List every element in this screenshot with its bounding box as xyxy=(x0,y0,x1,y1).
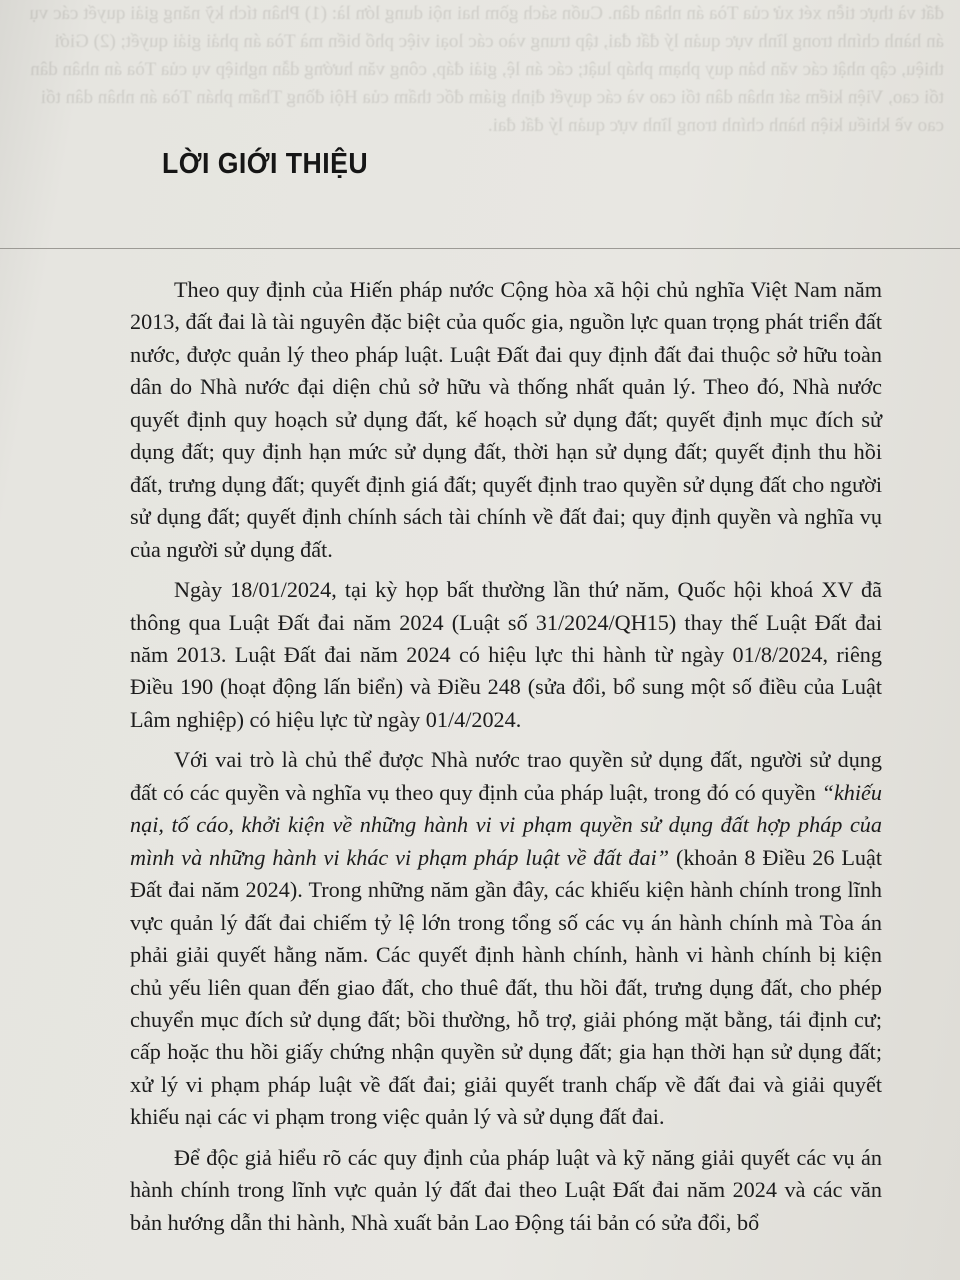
bleed-through-text: đất và thực tiễn xét xử của Tòa án nhân dân. Cuốn sách gồm hai nội dung lớn là: (1) Phân tích kỹ năng giải quyết các vụ án hành chính trong lĩnh vực quản lý đất đai, tập trung vào các loại việc phổ biến mà Tòa án phải giải quyết; (2) Giới thiệu, cập nhật các văn bản quy phạm pháp luật; các án lệ, giải đáp, công văn hướng dẫn nghiệp vụ của Tòa án nhân dân tối cao, Viện kiểm sát nhân dân tối cao và các quyết định giám đốc thẩm của Hội đồng Thẩm phán Tòa án nhân dân tối cao về khiếu kiện hành chính trong lĩnh vực quản lý đất đai. xyxy=(29,3,944,136)
paragraph-3 xyxy=(130,744,882,1133)
legal-quote: “khiếu nại, tố cáo, khởi kiện về những hành vi vi phạm quyền sử dụng đất hợp pháp của mình và những hành vi khác vi phạm pháp luật về đất đai” xyxy=(130,779,882,870)
heading-divider xyxy=(0,248,960,249)
paragraph-1: Theo quy định của Hiến pháp nước Cộng hòa xã hội chủ nghĩa Việt Nam năm 2013, đất đai là tài nguyên đặc biệt của quốc gia, nguồn lực quan trọng phát triển đất nước, được quản lý theo pháp luật. Luật Đất đai quy định đất đai thuộc sở hữu toàn dân do Nhà nước đại diện chủ sở hữu và thống nhất quản lý. Theo đó, Nhà nước quyết định quy hoạch sử dụng đất, kế hoạch sử dụng đất; quyết định mục đích sử dụng đất; quy định hạn mức sử dụng đất, thời hạn sử dụng đất; quyết định thu hồi đất, trưng dụng đất; quyết định giá đất; quyết định trao quyền sử dụng đất cho người sử dụng đất; quyết định chính sách tài chính về đất đai; quy định quyền và nghĩa vụ của người sử dụng đất. xyxy=(130,277,883,562)
body-text xyxy=(130,274,882,1247)
paragraph-3-rest: (khoản 8 Điều 26 Luật Đất đai năm 2024). Trong những năm gần đây, các khiếu kiện hành chính trong lĩnh vực quản lý đất đai chiếm tỷ lệ lớn trong tổng số các vụ án hành chính mà Tòa án phải giải quyết hằng năm. Các quyết định hành chính, hành vi hành chính bị kiện chủ yếu liên quan đến giao đất, cho thuê đất, thu hồi đất, trưng dụng đất, cho phép chuyển mục đích sử dụng đất; bồi thường, hỗ trợ, giải phóng mặt bằng, tái định cư; cấp hoặc thu hồi giấy chứng nhận quyền sử dụng đất; gia hạn thời hạn sử dụng đất; xử lý vi phạm pháp luật về đất đai; giải quyết tranh chấp về đất đai và giải quyết khiếu nại các vi phạm trong việc quản lý và sử dụng đất đai. xyxy=(130,844,882,1130)
paragraph-2: Ngày 18/01/2024, tại kỳ họp bất thường lần thứ năm, Quốc hội khoá XV đã thông qua Luật Đất đai năm 2024 (Luật số 31/2024/QH15) thay thế Luật Đất đai năm 2013. Luật Đất đai năm 2024 có hiệu lực thi hành từ ngày 01/8/2024, riêng Điều 190 (hoạt động lấn biển) và Điều 248 (sửa đổi, bổ sung một số điều của Luật Lâm nghiệp) có hiệu lực từ ngày 01/4/2024. xyxy=(130,577,882,732)
page-title: LỜI GIỚI THIỆU xyxy=(162,148,369,180)
paragraph-4: Để độc giả hiểu rõ các quy định của pháp luật và kỹ năng giải quyết các vụ án hành chính trong lĩnh vực quản lý đất đai theo Luật Đất đai năm 2024 và các văn bản hướng dẫn thi hành, Nhà xuất bản Lao Động tái bản có sửa đổi, bổ xyxy=(130,1144,882,1235)
paragraph-3-intro: Với vai trò là chủ thể được Nhà nước trao quyền sử dụng đất, người sử dụng đất có các quyền và nghĩa vụ theo quy định của pháp luật, trong đó có quyền xyxy=(130,747,882,805)
